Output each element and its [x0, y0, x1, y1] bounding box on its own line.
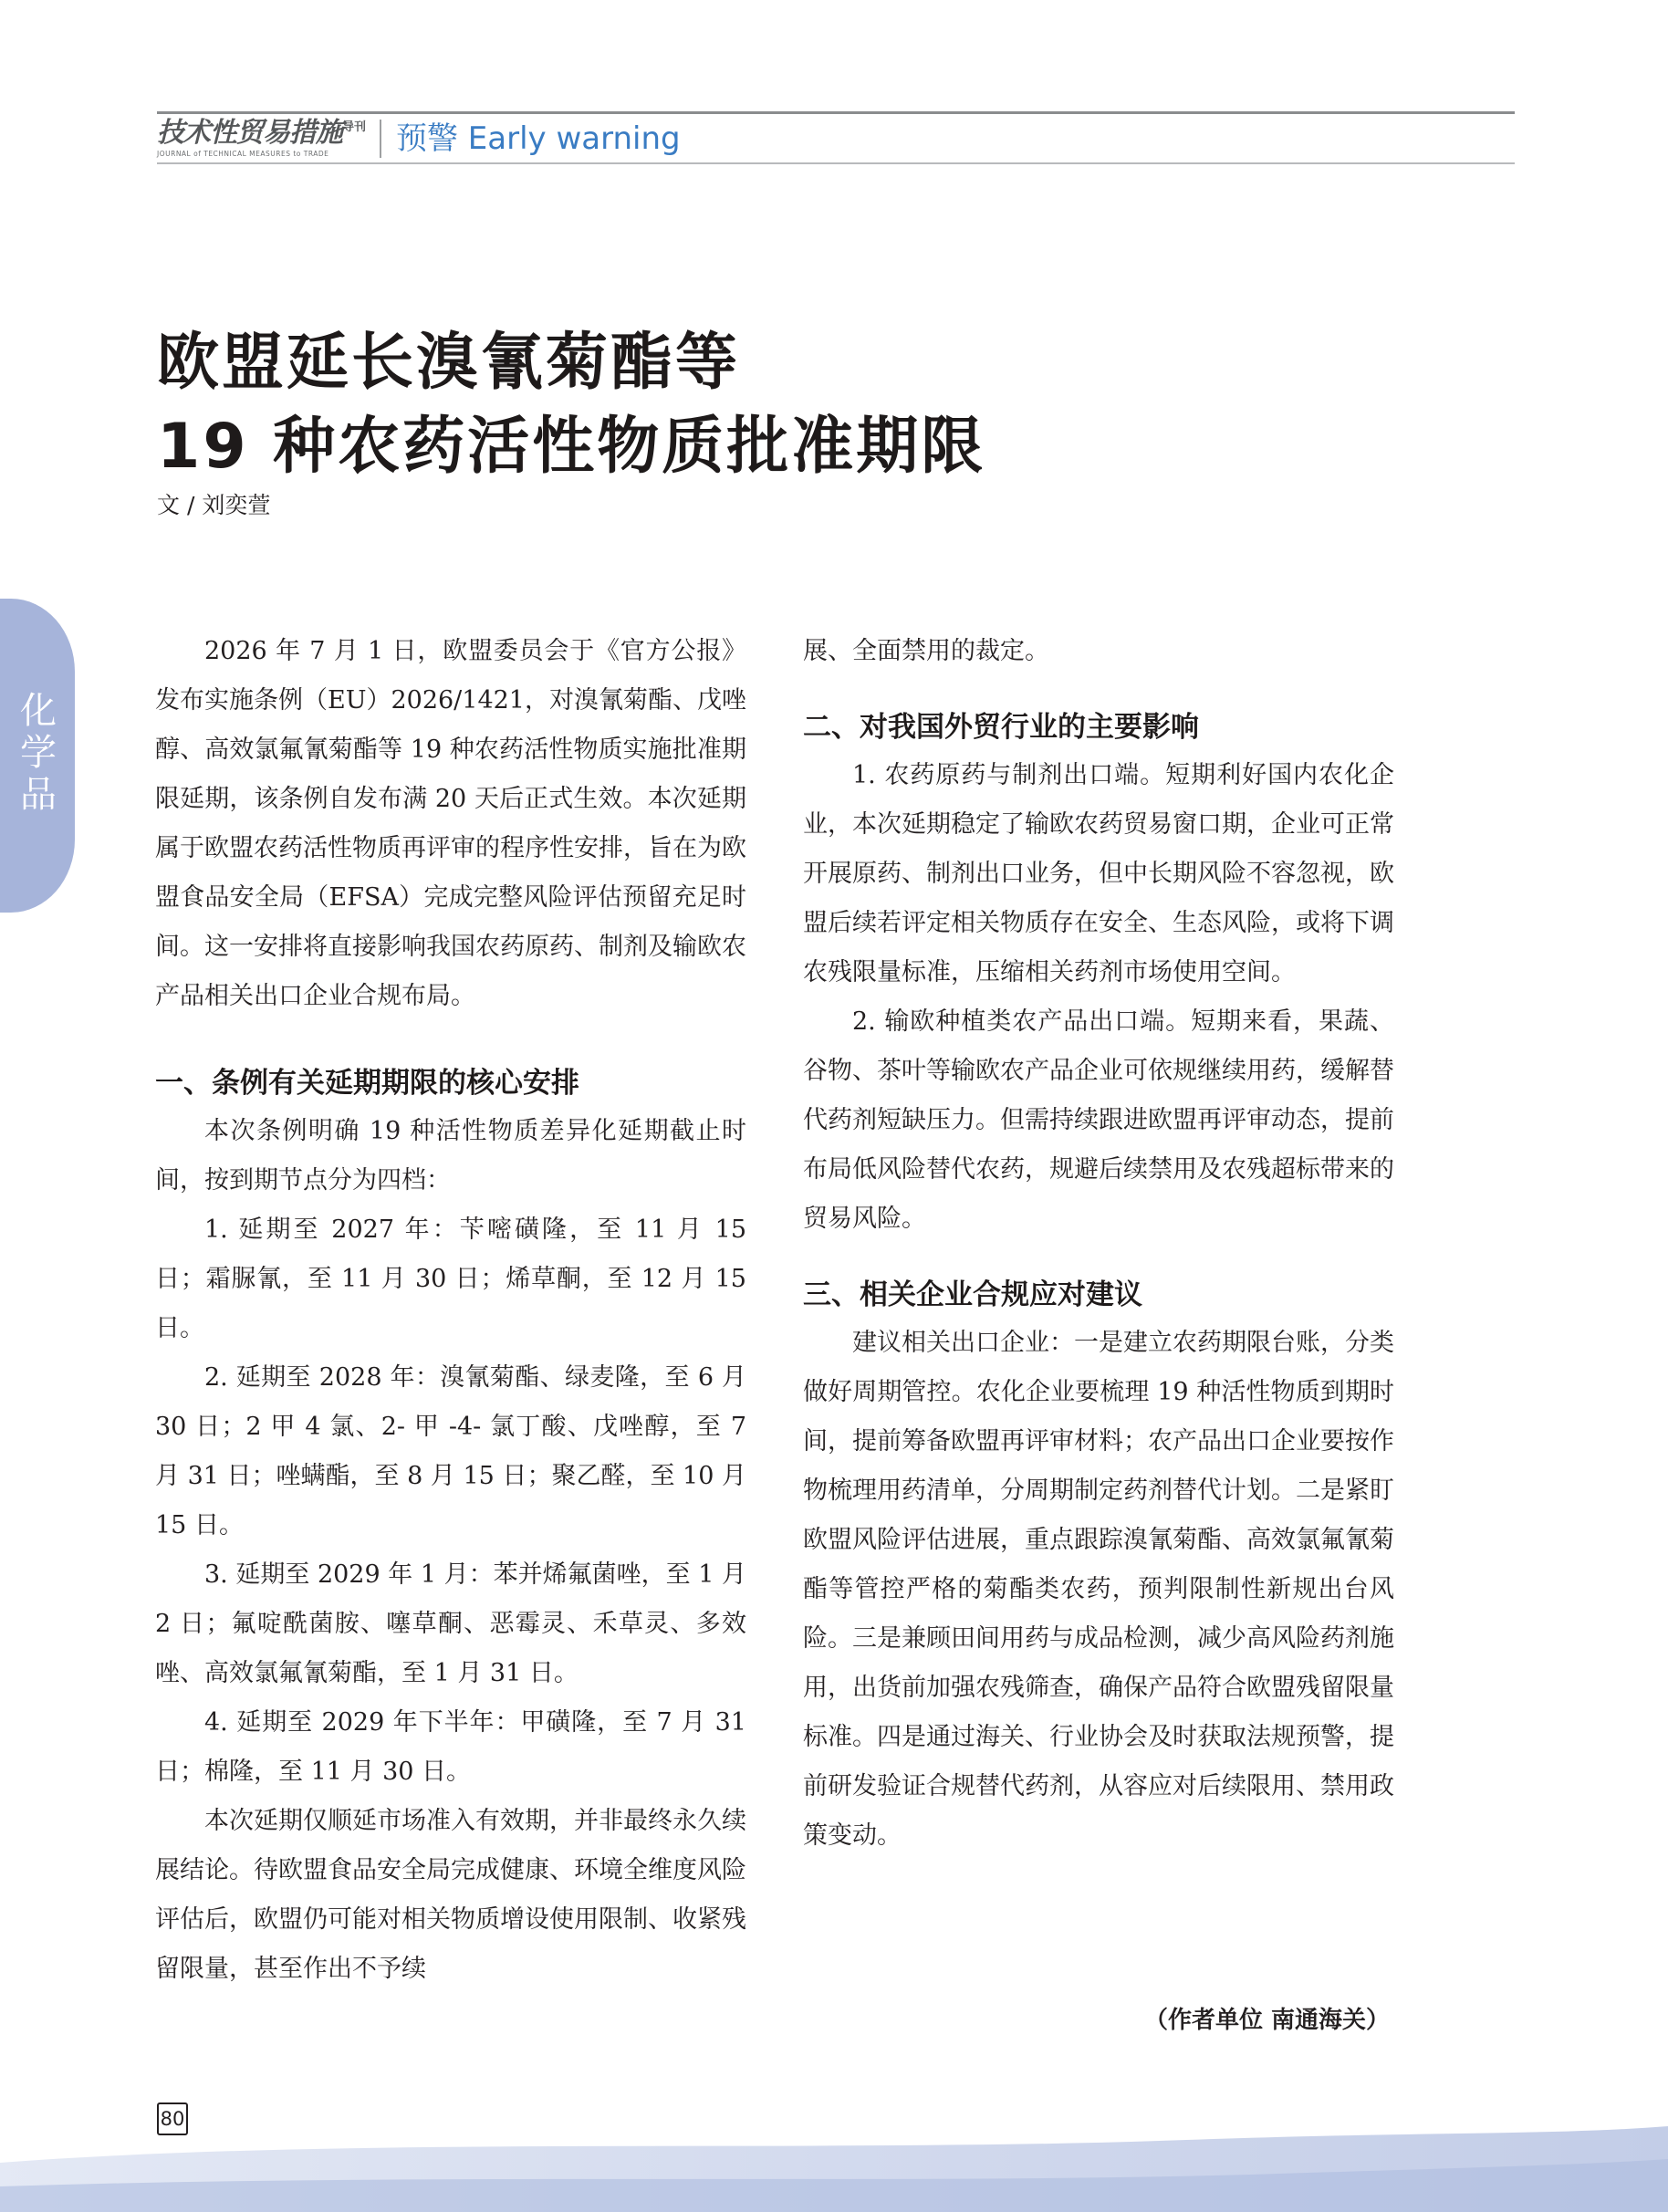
section3-paragraph: 建议相关出口企业：一是建立农药期限台账，分类做好周期管控。农化企业要梳理 19 种活性物质到期时间，提前筹备欧盟再评审材料；农产品出口企业要按作物梳理用药清单，分周期制定药剂替代计划。二是紧盯欧盟风险评估进展，重点跟踪溴氰菊酯、高效氯氟氰菊酯等管控严格的菊酯类农药，预判限制性新规出台风险。三是兼顾田间用药与成品检测，减少高风险药剂施用，出货前加强农残筛查，确保产品符合欧盟残留限量标准。四是通过海关、行业协会及时获取法规预警，提前研发验证合规替代药剂，从容应对后续限用、禁用政策变动。 [803, 1329, 1394, 1850]
section1-conclusion: 本次延期仅顺延市场准入有效期，并非最终永久续展结论。待欧盟食品安全局完成健康、环境全维度风险评估后，欧盟仍可能对相关物质增设使用限制、收紧残留限量，甚至作出不予续 [155, 1807, 746, 1983]
header-divider [380, 120, 381, 158]
side-tab-label: 化 学 品 [20, 690, 57, 816]
journal-suffix: 导刊 [342, 120, 367, 134]
section1-paragraph: 本次条例明确 19 种活性物质差异化延期截止时间，按到期节点分为四档： [155, 1117, 746, 1195]
section2-item-1: 1. 农药原药与制剂出口端。短期利好国内农化企业，本次延期稳定了输欧农药贸易窗口期，企业可正常开展原药、制剂出口业务，但中长期风险不容忽视，欧盟后续若评定相关物质存在安全、生态风险，或将下调农残限量标准，压缩相关药剂市场使用空间。 [803, 761, 1394, 986]
section1-item-3: 3. 延期至 2029 年 1 月：苯并烯氟菌唑，至 1 月 2 日；氟啶酰菌胺、噻草酮、恶霉灵、禾草灵、多效唑、高效氯氟氰菊酯，至 1 月 31 日。 [155, 1560, 746, 1687]
page-number: 80 [157, 2102, 188, 2135]
section-label: 预警 Early warning [396, 120, 681, 157]
section1-item-4: 4. 延期至 2029 年下半年：甲磺隆，至 7 月 31 日；棉隆，至 11 月 30 日。 [155, 1708, 746, 1786]
section1-conclusion-continued: 展、全面禁用的裁定。 [803, 637, 1049, 665]
section1-item-2: 2. 延期至 2028 年：溴氰菊酯、绿麦隆，至 6 月 30 日；2 甲 4 氯、2- 甲 -4- 氯丁酸、戊唑醇，至 7 月 31 日；唑螨酯，至 8 月 15 日；聚乙醛，至 10 月 15 日。 [155, 1363, 746, 1539]
author-unit: （作者单位 南通海关） [1144, 2007, 1391, 2034]
section2-item-2: 2. 输欧种植类农产品出口端。短期来看，果蔬、谷物、茶叶等输欧农产品企业可依规继续用药，缓解替代药剂短缺压力。但需持续跟进欧盟再评审动态，提前布局低风险替代农药，规避后续禁用及农残超标带来的贸易风险。 [803, 1007, 1394, 1233]
journal-logo [157, 117, 376, 161]
byline: 文 / 刘奕萱 [157, 492, 271, 518]
title-line-2: 19 种农药活性物质批准期限 [157, 411, 986, 483]
journal-name: 技术性贸易措施 [157, 117, 342, 149]
header-rule-bottom [157, 162, 1515, 164]
section2-heading: 二、对我国外贸行业的主要影响 [803, 711, 1199, 744]
intro-paragraph: 2026 年 7 月 1 日，欧盟委员会于《官方公报》发布实施条例（EU）2026/1421，对溴氰菊酯、戊唑醇、高效氯氟氰菊酯等 19 种农药活性物质实施批准期限延期，该条例自发布满 20 天后正式生效。本次延期属于欧盟农药活性物质再评审的程序性安排，旨在为欧盟食品安全局（EFSA）完成完整风险评估预留充足时间。这一安排将直接影响我国农药原药、制剂及输欧农产品相关出口企业合规布局。 [155, 637, 746, 1010]
section1-item-1: 1. 延期至 2027 年：苄嘧磺隆，至 11 月 15 日；霜脲氰，至 11 月 30 日；烯草酮，至 12 月 15 日。 [155, 1216, 746, 1342]
article-title [157, 321, 1343, 489]
section1-heading: 一、条例有关延期期限的核心安排 [155, 1067, 579, 1100]
right-column [803, 627, 1394, 1861]
header-rule-top [157, 111, 1515, 114]
section3-heading: 三、相关企业合规应对建议 [803, 1278, 1142, 1311]
left-column [155, 627, 746, 1994]
title-line-1: 欧盟延长溴氰菊酯等 [157, 327, 741, 399]
journal-english: JOURNAL of TECHNICAL MEASURES to TRADE [157, 150, 329, 158]
footer-wave [0, 2099, 1668, 2212]
